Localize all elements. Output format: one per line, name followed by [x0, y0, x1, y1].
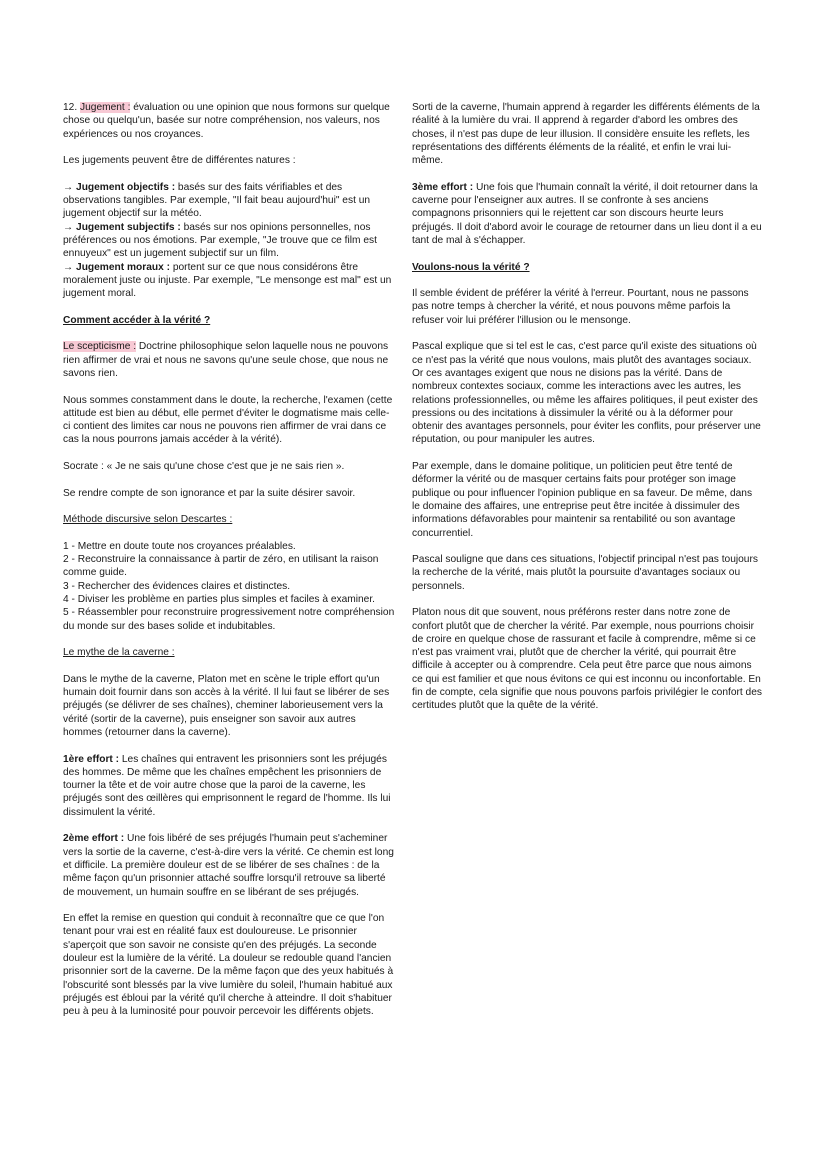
- jugement-term: Jugement :: [80, 102, 131, 113]
- platon-paragraph: Platon nous dit que souvent, nous préférons rester dans notre zone de confort plutôt que de chercher la vérité. Par exemple, nous pourrions choisir de croire en quelque chose de rassurant et facile à comprendre, même si ce n'est pas vraiment vrai, plutôt que de chercher la vérité, qui pourrait être difficile à accepter ou à comprendre. Cela peut être parce que nous aimons ce qui est familier et que nous évitons ce qui est inconnu ou inconfortable. En fin de compte, cela signifie que nous pouvons parfois privilégier le confort des certitudes plutôt que la quête de la vérité.: [412, 607, 762, 712]
- douleur-paragraph: En effet la remise en question qui conduit à reconnaître que ce que l'on tenant pour vrai est en réalité faux est douloureuse. Le prisonnier s'aperçoit que son savoir ne consiste qu'en des préjugés. La seconde douleur est la lumière de la vérité. La douleur se redouble quand l'ancien prisonnier sort de la caverne. De la même façon que des yeux habitués à l'obscurité sont blessés par la vive lumière du soleil, l'humain habitué aux préjugés est ébloui par la vérité qu'il cherche à atteindre. Il doit s'habituer peu à peu à la luminosité pour pouvoir percevoir les différents objets.: [63, 913, 394, 1018]
- jugement-text: évaluation ou une opinion que nous formons sur quelque chose ou quelqu'un, basée sur notre compréhension, nos valeurs, nos expériences ou nos croyances.: [63, 102, 390, 140]
- effort-text: Les chaînes qui entravent les prisonniers sont les préjugés des hommes. De même que les chaînes empêchent les prisonniers de tourner la tête et de voir autre chose que la paroi de la caverne, les préjugés sont des œillères qui emprisonnent le regard de l'homme. Ils lui dissimulent la vérité.: [63, 753, 391, 818]
- scepticisme-term: Le scepticisme :: [63, 341, 137, 353]
- term-number: 12.: [63, 102, 78, 113]
- effort-text: Une fois libéré de ses préjugés l'humain peut s'acheminer vers la sortie de la caverne, c'est-à-dire vers la vérité. Ce chemin est long et difficile. La première douleur est de se libérer de ses chaînes : de la même façon qu'un prisonnier attaché souffre lorsqu'il retrouve sa liberté de mouvement, un humain souffre en se libérant de ses préjugés.: [63, 833, 394, 898]
- judgment-label: Jugement subjectifs :: [76, 221, 181, 233]
- judgment-objectifs: → Jugement objectifs : basés sur des faits vérifiables et des observations tangibles. Par exemple, "Il fait beau aujourd'hui" est un jugement objectif sur la météo.: [63, 181, 371, 220]
- left-column: [63, 101, 395, 1032]
- pascal-paragraph-1: Pascal explique que si tel est le cas, c'est parce qu'il existe des situations où ce n'est pas la vérité que nous voulons, mais plutôt des avantages sociaux. Or ces avantages exigent que nous ne disions pas la vérité. Dans de nombreux contextes sociaux, comme les interactions avec les autres, les relations professionnelles, ou même les affaires politiques, il peut exister des pressions ou des incitations à dissimuler la vérité ou à la déformer pour obtenir des avantages personnels, pour éviter les conflits, pour préserver une réputation, ou pour manipuler les autres.: [412, 341, 761, 446]
- evident-paragraph: Il semble évident de préférer la vérité à l'erreur. Pourtant, nous ne passons pas notre temps à chercher la vérité, et nous pouvons même parfois la refuser voir lui préférer l'illusion ou le mensonge.: [412, 288, 749, 326]
- methode-steps-list: [63, 540, 395, 633]
- effort-1-paragraph: [63, 753, 395, 819]
- effort-text: Une fois que l'humain connaît la vérité, il doit retourner dans la caverne pour l'enseigner aux autres. Il se confronte à ses anciens compagnons prisonniers qui le rejettent car son discours heurte leurs préjugés. Il doit d'abord avoir le courage de retourner dans un lieu dont il a eu tant de mal à s'échapper.: [412, 181, 762, 246]
- list-item: 2 - Reconstruire la connaissance à partir de zéro, en utilisant la raison comme guide.: [63, 554, 379, 579]
- list-item: 1 - Mettre en doute toute nos croyances préalables.: [63, 540, 296, 552]
- effort-3-paragraph: [412, 181, 762, 247]
- judgment-label: Jugement objectifs :: [76, 181, 176, 193]
- effort-label: 3ème effort :: [412, 181, 474, 193]
- effort-2-paragraph: [63, 832, 395, 898]
- judgment-moraux: → Jugement moraux : portent sur ce que nous considérons être moralement juste ou injuste. Par exemple, "Le mensonge est mal" est un jugement moral.: [63, 261, 392, 300]
- judgment-text: portent sur ce que nous considérons être moralement juste ou injuste. Par exemple, "Le mensonge est mal" est un jugement moral.: [63, 261, 392, 300]
- heading-voulons-verite: Voulons-nous la vérité ?: [412, 261, 530, 273]
- judgment-subjectifs: → Jugement subjectifs : basés sur nos opinions personnelles, nos préférences ou nos émotions. Par exemple, "Je trouve que ce film est ennuyeux" est un jugement subjectif sur un film.: [63, 221, 377, 260]
- doute-paragraph: Nous sommes constamment dans le doute, la recherche, l'examen (cette attitude est bien au début, elle permet d'éviter le dogmatisme mais celle-ci contient des limites car nous ne pouvons rien affirmer de vrai dans ce cas la nous pourrons jamais accéder à la vérité).: [63, 394, 393, 446]
- heading-acceder-verite: Comment accéder à la vérité ?: [63, 314, 211, 326]
- right-column: [412, 101, 762, 726]
- mythe-intro-paragraph: Dans le mythe de la caverne, Platon met en scène le triple effort qu'un humain doit fournir dans son accès à la vérité. Il lui faut se libérer de ses préjugés (se délivrer de ses chaînes), cheminer laborieusement vers la vérité (sortir de la caverne), puis enseigner son savoir aux autres hommes (retourner dans la caverne).: [63, 673, 390, 738]
- list-item: 5 - Réassembler pour reconstruire progressivement notre compréhension du monde sur des bases solide et indubitables.: [63, 607, 395, 632]
- effort-label: 1ère effort :: [63, 753, 120, 765]
- judgment-text: basés sur nos opinions personnelles, nos préférences ou nos émotions. Par exemple, "Je trouve que ce film est ennuyeux" est un jugement subjectif sur un film.: [63, 221, 377, 260]
- pascal-paragraph-2: Pascal souligne que dans ces situations, l'objectif principal n'est pas toujours la recherche de la vérité, mais plutôt la poursuite d'avantages sociaux ou personnels.: [412, 554, 758, 592]
- list-item: 4 - Diviser les problème en parties plus simples et faciles à examiner.: [63, 593, 375, 605]
- scepticisme-definition: [63, 340, 395, 380]
- exemple-paragraph: Par exemple, dans le domaine politique, un politicien peut être tenté de déformer la vérité ou de masquer certains faits pour protéger son image publique ou pour influencer l'opinion publique en sa faveur. De même, dans le domaine des affaires, une entreprise peut être incitée à dissimuler des informations défavorables pour maintenir sa rentabilité ou son avantage concurrentiel.: [412, 461, 753, 539]
- scepticisme-text: Doctrine philosophique selon laquelle nous ne pouvons rien affirmer de vrai et nous ne savons qu'une seule chose, que nous ne savons rien.: [63, 341, 389, 379]
- heading-mythe-caverne: Le mythe de la caverne :: [63, 647, 175, 659]
- heading-methode-descartes: Méthode discursive selon Descartes :: [63, 514, 233, 526]
- socrate-quote: Socrate : « Je ne sais qu'une chose c'est que je ne sais rien ».: [63, 461, 345, 473]
- natures-intro: Les jugements peuvent être de différentes natures :: [63, 155, 296, 167]
- judgment-text: basés sur des faits vérifiables et des observations tangibles. Par exemple, "Il fait beau aujourd'hui" est un jugement objectif sur la météo.: [63, 181, 371, 220]
- jugement-definition: [63, 101, 395, 141]
- judgment-label: Jugement moraux :: [76, 261, 171, 273]
- effort-label: 2ème effort :: [63, 833, 125, 845]
- list-item: 3 - Rechercher des évidences claires et distinctes.: [63, 580, 291, 592]
- judgment-types: [63, 181, 395, 301]
- sortie-paragraph: Sorti de la caverne, l'humain apprend à regarder les différents éléments de la réalité à la lumière du vrai. Il apprend à regarder d'abord les ombres des choses, il n'est pas dupe de leur illusion. Il considère ensuite les reflets, les représentations des différents éléments de la réalité, et enfin le vrai lui-même.: [412, 102, 760, 167]
- ignorance-paragraph: Se rendre compte de son ignorance et par la suite désirer savoir.: [63, 487, 356, 499]
